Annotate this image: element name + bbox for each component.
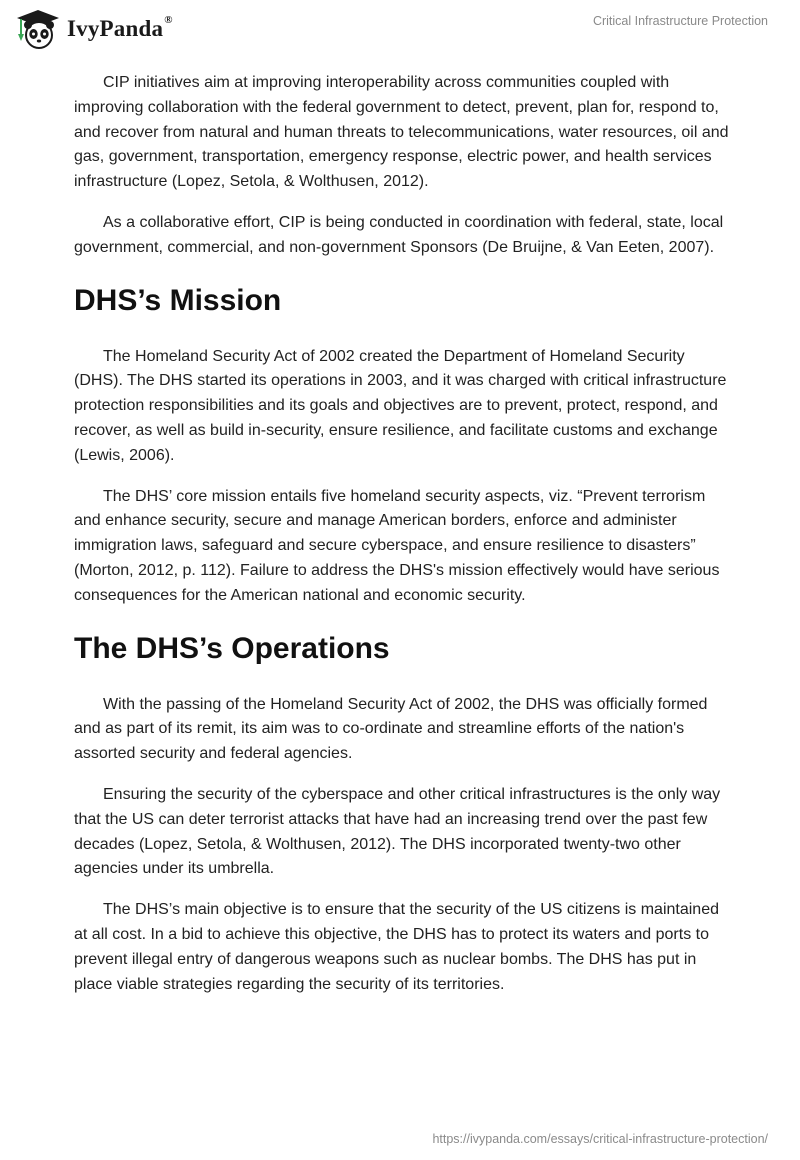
brand-name: IvyPanda® xyxy=(67,14,173,41)
paragraph: As a collaborative effort, CIP is being conducted in coordination with federal, state, local government, commercial, and non-government Sponsors (De Bruijne, & Van Eeten, 2007). xyxy=(74,213,724,256)
paragraph: The Homeland Security Act of 2002 created the Department of Homeland Security (DHS). The DHS started its operations in 2003, and it was charged with critical infrastructure protection responsibilities and its goals and objectives are to prevent, protect, respond, and recover, as well as build in-security, ensure resilience, and facilitate customs and exchange (Lewis, 2006). xyxy=(74,347,727,464)
ivypanda-logo[interactable] xyxy=(15,8,173,50)
panda-graduate-icon xyxy=(15,8,61,50)
paragraph: Ensuring the security of the cyberspace and other critical infrastructures is the only way that the US can deter terrorist attacks that have had an increasing trend over the past few decades (Lopez, Setola, & Wolthusen, 2012). The DHS incorporated twenty-two other agencies under its umbrella. xyxy=(74,785,721,878)
paragraph: The DHS’ core mission entails five homeland security aspects, viz. “Prevent terrorism and enhance security, secure and manage American borders, enforce and administer immigration laws, safeguard and secure cyberspace, and ensure resilience to disasters” (Morton, 2012, p. 112). Failure to address the DHS's mission effectively would have serious consequences for the American national and economic security. xyxy=(74,487,720,604)
source-url[interactable]: https://ivypanda.com/essays/critical-infrastructure-protection/ xyxy=(432,1132,768,1146)
section-heading-operations: The DHS’s Operations xyxy=(74,631,390,665)
essay-content xyxy=(74,71,730,1013)
paragraph: CIP initiatives aim at improving interoperability across communities coupled with improving collaboration with the federal government to detect, prevent, plan for, respond to, and recover from natural and human threats to telecommunications, water resources, oil and gas, government, transportation, emergency response, electric power, and health services infrastructure (Lopez, Setola, & Wolthusen, 2012). xyxy=(74,74,729,191)
page-header xyxy=(0,0,800,62)
section-heading-mission: DHS’s Mission xyxy=(74,283,282,317)
paragraph: With the passing of the Homeland Security Act of 2002, the DHS was officially formed and as part of its remit, its aim was to co-ordinate and streamline efforts of the nation's assorted security and federal agencies. xyxy=(74,695,708,763)
document-title: Critical Infrastructure Protection xyxy=(592,14,768,28)
paragraph: The DHS’s main objective is to ensure that the security of the US citizens is maintained at all cost. In a bid to achieve this objective, the DHS has to protect its waters and ports to prevent illegal entry of dangerous weapons such as nuclear bombs. The DHS has put in place viable strategies regarding the security of its territories. xyxy=(74,901,719,993)
